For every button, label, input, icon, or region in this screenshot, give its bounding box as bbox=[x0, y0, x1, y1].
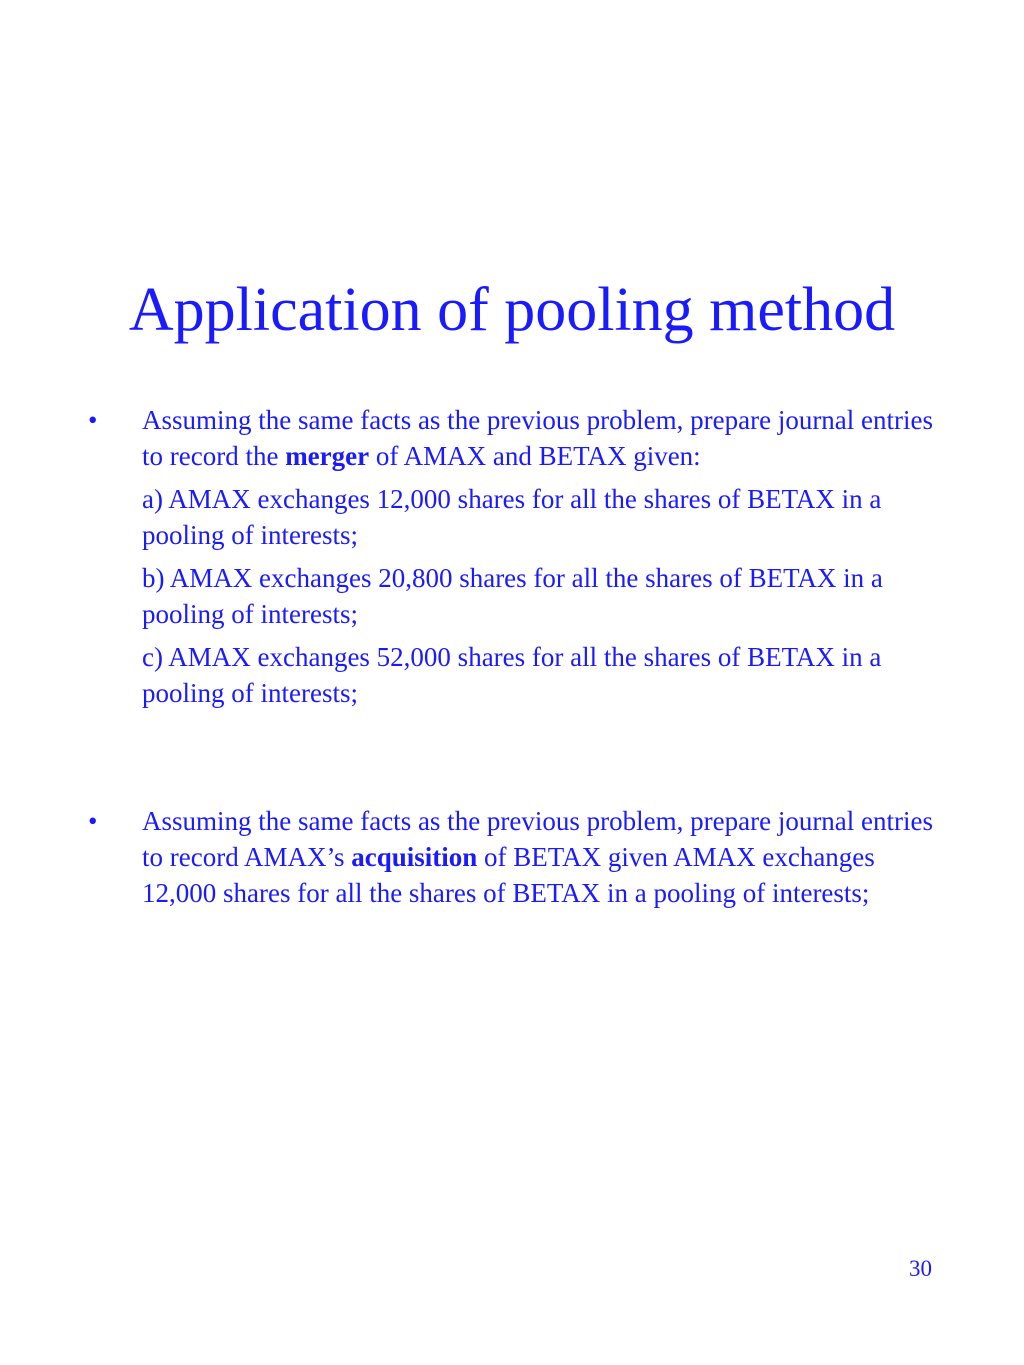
slide-title: Application of pooling method bbox=[128, 276, 896, 344]
bullet-merger-bold: merger bbox=[285, 441, 370, 471]
bullet-merger-text bbox=[88, 402, 938, 474]
bullet-dot-icon: • bbox=[88, 405, 98, 435]
bullet-merger-before: Assuming the same facts as the previous problem, prepare journal entries to record the bbox=[142, 405, 934, 471]
bullet-acquisition-bold: acquisition bbox=[351, 842, 478, 872]
sub-item-a: a) AMAX exchanges 12,000 shares for all the shares of BETAX in a pooling of interests; bbox=[142, 484, 882, 550]
bullet-acquisition-before: Assuming the same facts as the previous problem, prepare journal entries to record AMAX’s bbox=[142, 806, 934, 872]
bullet-dot-icon: • bbox=[88, 806, 98, 836]
bullet-acquisition bbox=[88, 803, 938, 911]
bullet-merger-after: of AMAX and BETAX given: bbox=[369, 441, 701, 471]
bullet-acquisition-after: of BETAX given AMAX exchanges 12,000 shares for all the shares of BETAX in a pooling of interests; bbox=[142, 842, 875, 908]
sub-item-c: c) AMAX exchanges 52,000 shares for all the shares of BETAX in a pooling of interests; bbox=[142, 642, 882, 708]
sub-item-b: b) AMAX exchanges 20,800 shares for all the shares of BETAX in a pooling of interests; bbox=[142, 563, 883, 629]
bullet-merger bbox=[88, 402, 938, 711]
page-number: 30 bbox=[909, 1256, 932, 1281]
bullet-acquisition-text bbox=[88, 803, 938, 911]
